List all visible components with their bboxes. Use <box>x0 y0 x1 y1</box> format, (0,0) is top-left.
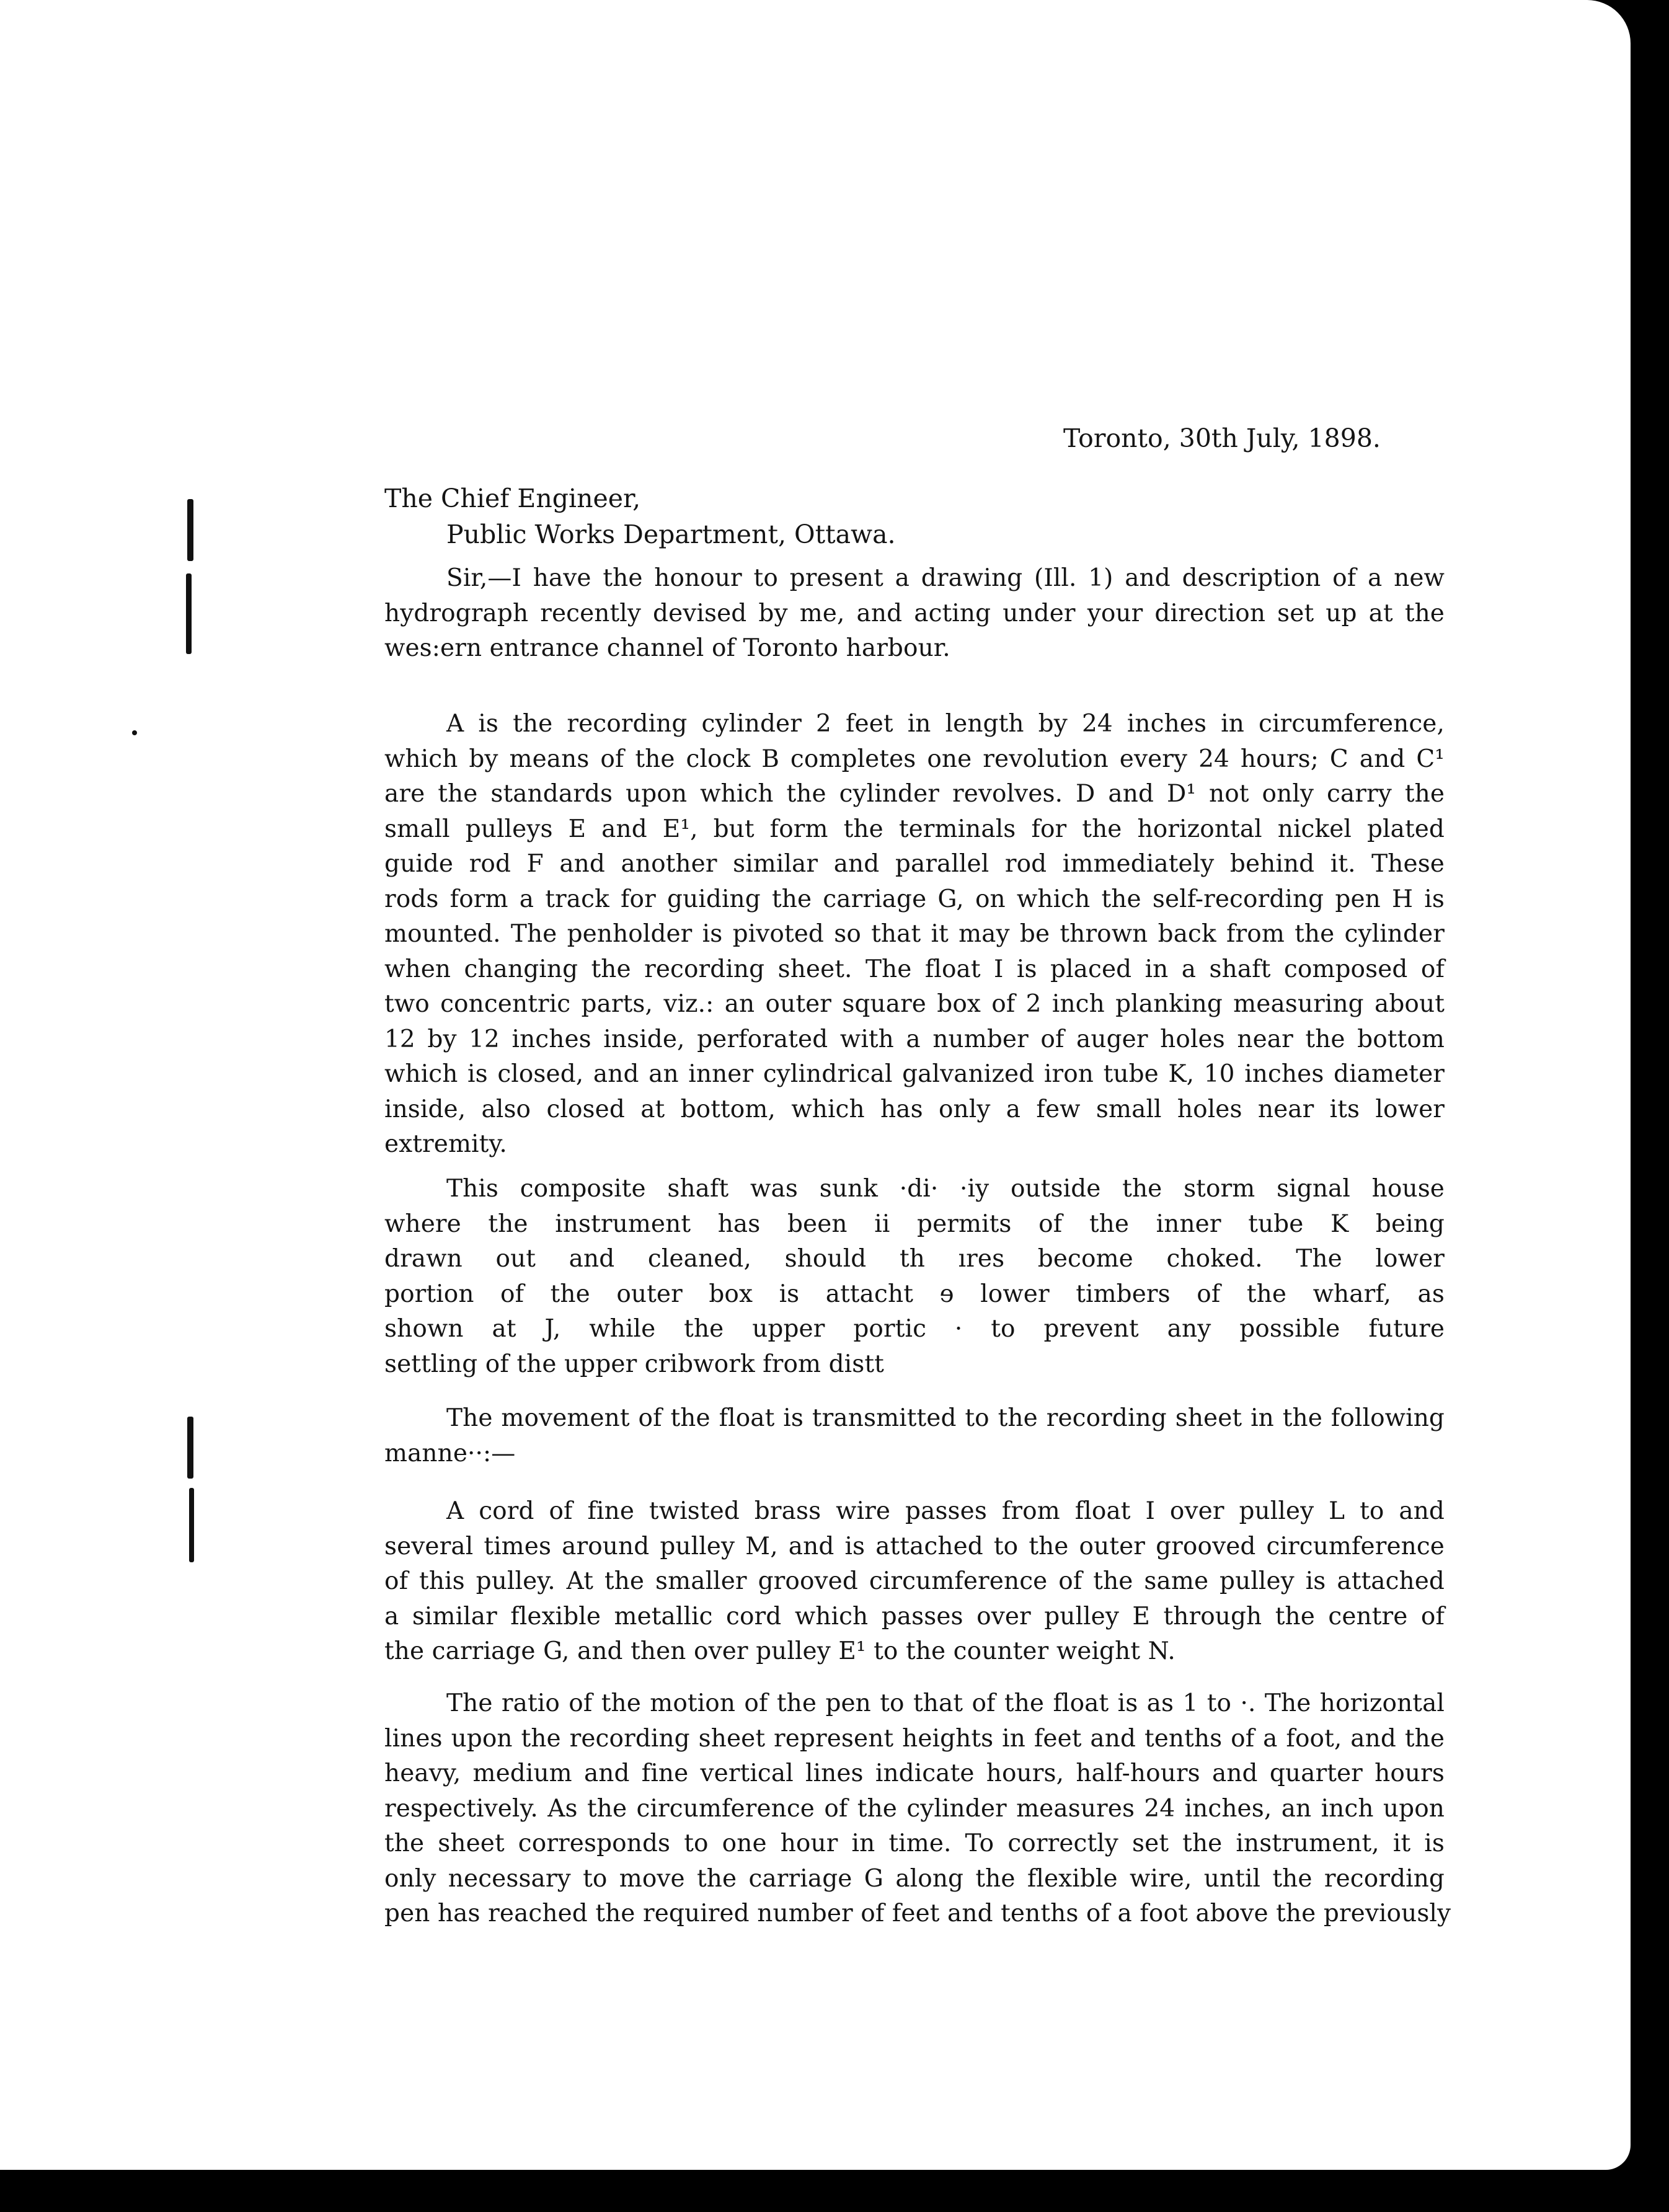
text-line: small pulleys E and E¹, but form the terminals for the horizontal nickel plated <box>384 815 1445 843</box>
text-line: This composite shaft was sunk ·di· ·iy outside the storm signal house <box>446 1175 1445 1203</box>
text-line: Sir,—I have the honour to present a drawing (Ill. 1) and description of a new <box>446 564 1445 592</box>
text-line: which by means of the clock B completes one revolution every 24 hours; C and C¹ <box>384 745 1445 773</box>
text-line: two concentric parts, viz.: an outer square box of 2 inch planking measuring about <box>384 990 1445 1018</box>
text-line: where the instrument has been ii permits of the inner tube K being <box>384 1210 1445 1238</box>
text-line: guide rod F and another similar and parallel rod immediately behind it. These <box>384 850 1445 878</box>
addressee-line: Public Works Department, Ottawa. <box>446 520 896 549</box>
margin-mark <box>186 573 192 654</box>
paragraph <box>384 1401 1445 1471</box>
text-line: when changing the recording sheet. The float I is placed in a shaft composed of <box>384 955 1445 983</box>
paragraph <box>384 1686 1451 1932</box>
text-line: The movement of the float is transmitted to the recording sheet in the following <box>446 1404 1445 1432</box>
text-line: settling of the upper cribwork from distt <box>384 1350 884 1378</box>
margin-mark <box>189 1488 194 1562</box>
addressee-block <box>384 480 896 552</box>
text-line: are the standards upon which the cylinder revolves. D and D¹ not only carry the <box>384 780 1445 808</box>
text-line: respectively. As the circumference of the cylinder measures 24 inches, an inch upon <box>384 1794 1445 1823</box>
text-line: A is the recording cylinder 2 feet in length by 24 inches in circumference, <box>446 710 1445 738</box>
text-line: rods form a track for guiding the carriage G, on which the self-recording pen H is <box>384 885 1445 913</box>
text-line: wes:ern entrance channel of Toronto harbour. <box>384 634 950 662</box>
text-line: 12 by 12 inches inside, perforated with a number of auger holes near the bottom <box>384 1025 1445 1053</box>
text-line: which is closed, and an inner cylindrical galvanized iron tube K, 10 inches diameter <box>384 1060 1445 1088</box>
text-line: the carriage G, and then over pulley E¹ to the counter weight N. <box>384 1637 1175 1665</box>
dateline: Toronto, 30th July, 1898. <box>1063 423 1381 453</box>
speck <box>132 730 137 735</box>
text-line: A cord of fine twisted brass wire passes from float I over pulley L to and <box>446 1497 1445 1525</box>
text-line: drawn out and cleaned, should th ıres become choked. The lower <box>384 1245 1445 1273</box>
paragraph <box>384 561 1445 666</box>
text-line: of this pulley. At the smaller grooved circumference of the same pulley is attached <box>384 1567 1445 1595</box>
paragraph <box>384 1172 1445 1382</box>
paragraph <box>384 707 1445 1162</box>
text-line: lines upon the recording sheet represent heights in feet and tenths of a foot, and the <box>384 1724 1445 1753</box>
margin-mark <box>187 499 193 561</box>
text-line: shown at J, while the upper portic · to prevent any possible future <box>384 1315 1445 1343</box>
text-line: the sheet corresponds to one hour in time. To correctly set the instrument, it is <box>384 1829 1445 1857</box>
text-line: only necessary to move the carriage G along the flexible wire, until the recording <box>384 1864 1445 1893</box>
text-line: manne··:— <box>384 1439 516 1467</box>
text-line: heavy, medium and fine vertical lines indicate hours, half-hours and quarter hours <box>384 1759 1445 1787</box>
addressee-line: The Chief Engineer, <box>384 484 641 513</box>
text-line: hydrograph recently devised by me, and acting under your direction set up at the <box>384 599 1445 627</box>
text-line: The ratio of the motion of the pen to that of the float is as 1 to ·. The horizontal <box>446 1689 1445 1717</box>
text-line: pen has reached the required number of feet and tenths of a foot above the previously <box>384 1900 1451 1927</box>
text-line: extremity. <box>384 1130 507 1158</box>
text-line: a similar flexible metallic cord which passes over pulley E through the centre of <box>384 1602 1445 1630</box>
text-line: several times around pulley M, and is attached to the outer grooved circumference <box>384 1532 1445 1560</box>
margin-mark <box>187 1417 193 1479</box>
text-line: portion of the outer box is attacht ɘ lower timbers of the wharf, as <box>384 1280 1445 1308</box>
paragraph <box>384 1494 1445 1670</box>
text-line: mounted. The penholder is pivoted so that it may be thrown back from the cylinder <box>384 920 1445 948</box>
text-line: inside, also closed at bottom, which has only a few small holes near its lower <box>384 1095 1445 1123</box>
